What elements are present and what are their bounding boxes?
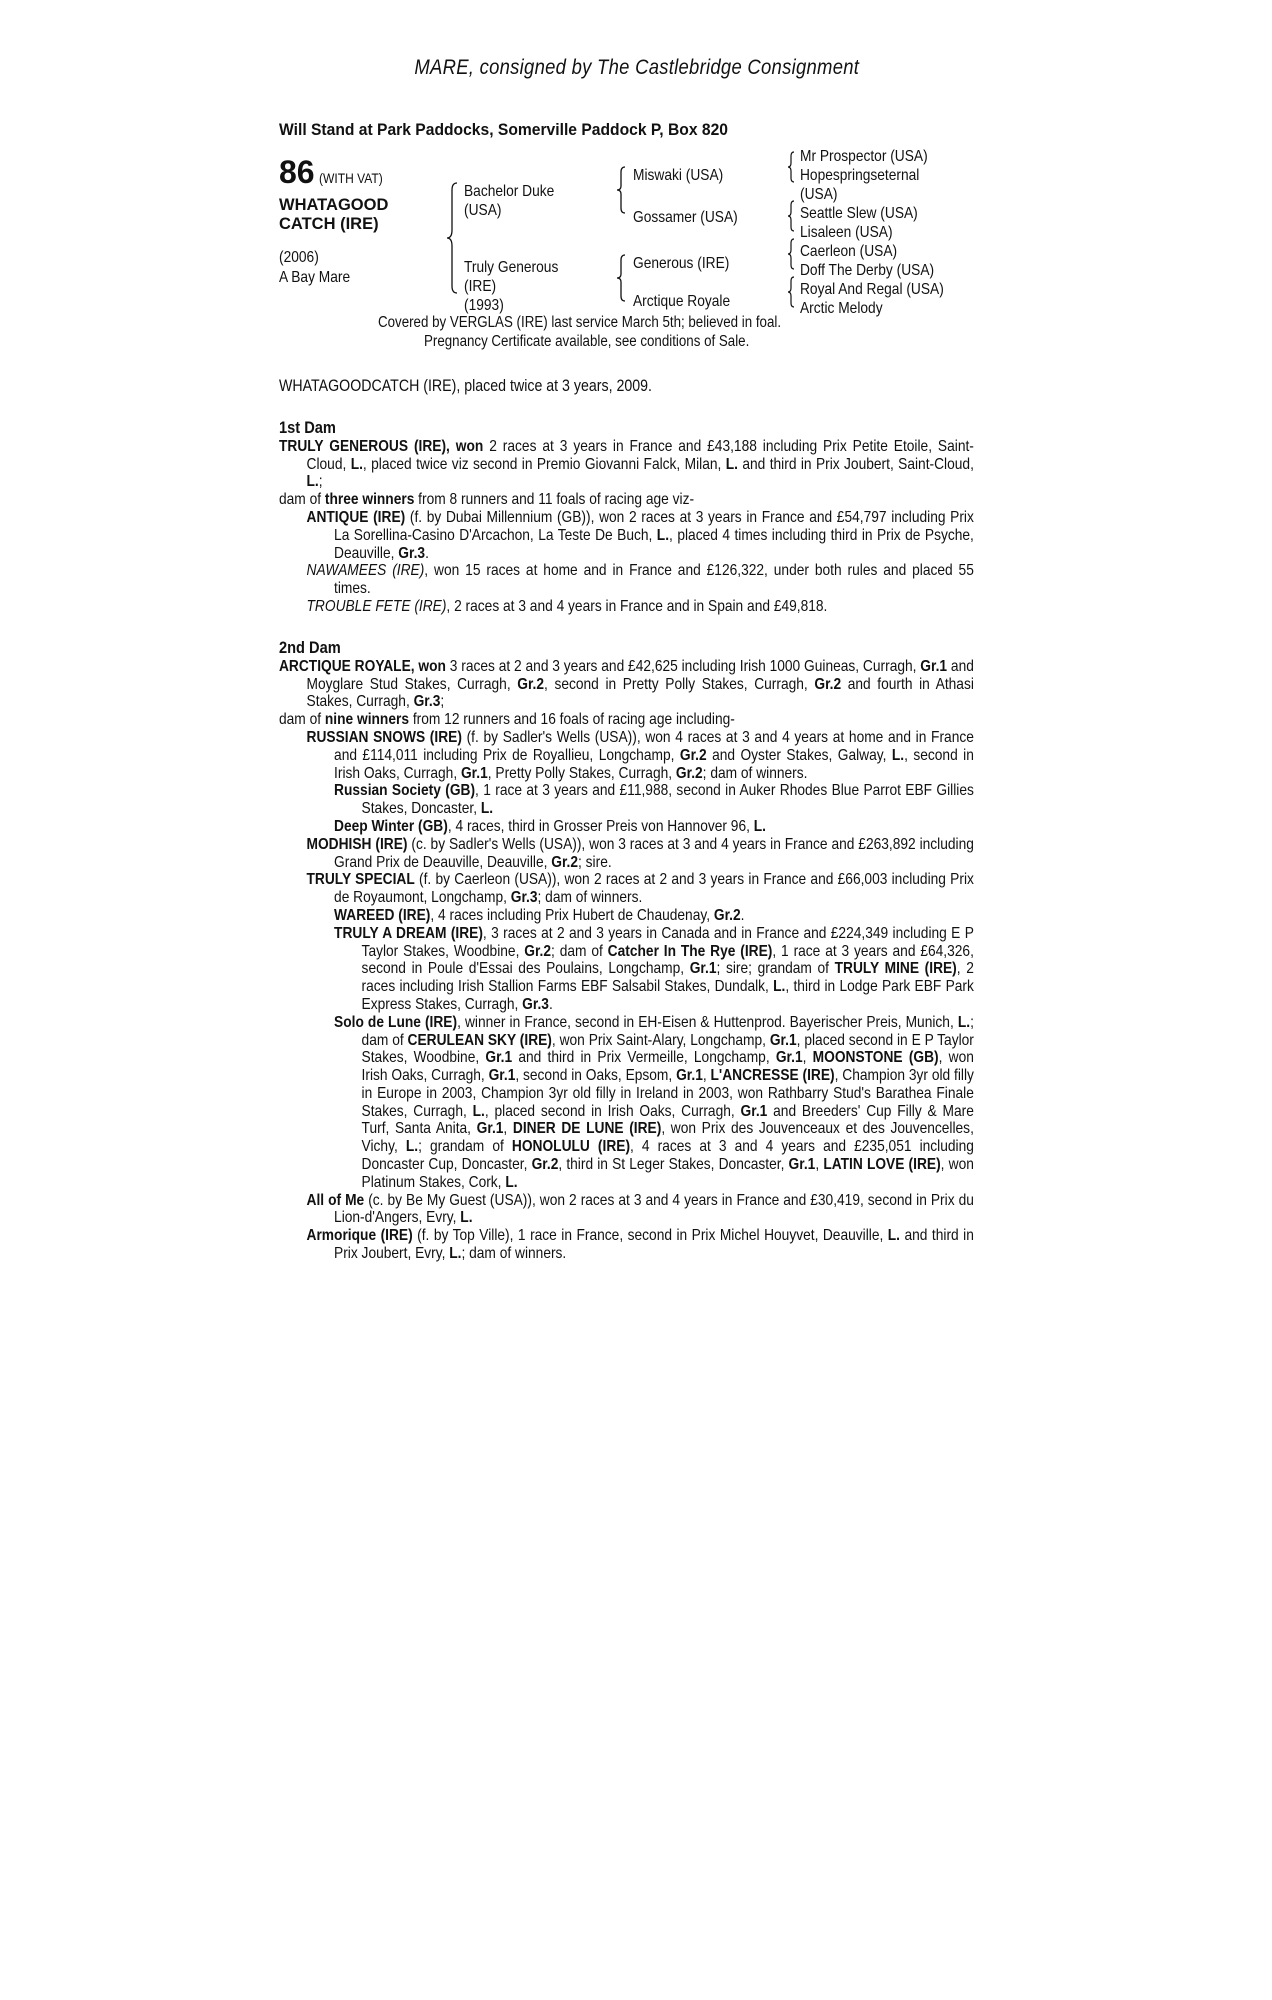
wa-a: , 4 races including Prix Hubert de Chaudenay, <box>430 906 714 924</box>
mo-a: (c. by Sadler's Wells (USA)), won 3 races at 3 and 4 years in France and £263,892 including Grand Prix de Deauville, Deauville, <box>334 835 974 871</box>
ts-name: TRULY SPECIAL <box>306 871 415 889</box>
lot-number: 86 <box>279 154 315 190</box>
sl-d: , placed second in E P Taylor Stakes, Woodbine, <box>361 1031 974 1067</box>
ts-b: ; dam of winners. <box>537 889 643 907</box>
dam-name <box>464 258 558 315</box>
ped-sdd: Lisaleen (USA) <box>800 224 893 241</box>
produce-trouble-fete <box>279 598 974 616</box>
dam-sire: Generous (IRE) <box>633 255 730 272</box>
rs-d: , Pretty Polly Stakes, Curragh, <box>487 764 676 782</box>
sd-g2: Gr.2 <box>517 675 545 693</box>
covered-line1: Covered by VERGLAS (IRE) last service March 5th; believed in foal. <box>378 314 782 331</box>
fd-text-a: 2 races at 3 years in France and £43,188 including Prix Petite Etoile, Saint-Cloud, <box>306 437 974 473</box>
produce-armorique <box>279 1227 974 1263</box>
sl-p: , 4 races at 3 and 4 years and £235,051 including Doncaster Cup, Doncaster, <box>361 1138 974 1174</box>
sd-a: 3 races at 2 and 3 years and £42,625 including Irish 1000 Guineas, Curragh, <box>445 657 921 675</box>
brace-sd <box>787 200 795 232</box>
ar-l2: L. <box>449 1245 462 1263</box>
am-name: All of Me <box>306 1191 365 1209</box>
mo-b: ; sire. <box>578 853 612 871</box>
sire-line1: Bachelor Duke <box>464 183 555 200</box>
produce-truly-a-dream <box>279 925 974 1014</box>
ar-b: and third in Prix Joubert, Evry, <box>334 1227 974 1263</box>
produce-deep-winter <box>279 818 974 836</box>
second-dam-name: ARCTIQUE ROYALE, won <box>279 657 446 675</box>
rs-g2: Gr.1 <box>460 764 488 782</box>
sl-n: , won Prix des Jouvenceaux et des Jouvencelles, Vichy, <box>361 1120 974 1156</box>
sl-bold5: DINER DE LUNE (IRE) <box>512 1120 662 1138</box>
horse-name-line1: WHATAGOOD <box>279 196 389 214</box>
produce-solo-de-lune <box>279 1014 974 1192</box>
produce-russian-society <box>279 782 974 818</box>
lot-vat: (WITH VAT) <box>318 170 383 186</box>
ar-a: (f. by Top Ville), 1 race in France, second in Prix Michel Houyvet, Deauville, <box>412 1227 888 1245</box>
brace-sire-line <box>616 166 626 214</box>
sd-summary-a: dam of <box>279 711 325 729</box>
ped-dss: Caerleon (USA) <box>800 243 898 260</box>
rs-name: RUSSIAN SNOWS (IRE) <box>306 728 462 746</box>
sd-e: ; <box>440 693 445 711</box>
sl-bold6: HONOLULU (IRE) <box>511 1138 631 1156</box>
produce-nawamees <box>279 562 974 598</box>
dam-line1: Truly Generous <box>464 259 559 276</box>
sd-summary-bold: nine winners <box>324 711 409 729</box>
td-c: , 1 race at 3 years and £64,326, second in Poule d'Essai des Poulains, Longchamp, <box>361 942 974 978</box>
horse-name-line2: CATCH (IRE) <box>279 215 379 233</box>
fd-summary-bold: three winners <box>324 491 415 509</box>
antique-listed: L. <box>656 526 670 544</box>
horse-name <box>279 196 388 234</box>
td-bold2: Catcher In The Rye (IRE) <box>607 942 773 960</box>
first-dam-produce-summary <box>279 491 974 509</box>
sl-b: ; dam of <box>361 1013 974 1049</box>
rs-e: ; dam of winners. <box>702 764 808 782</box>
rs-g1: Gr.2 <box>679 746 707 764</box>
body-text <box>279 378 974 1263</box>
sl-g4: Gr.1 <box>488 1067 516 1085</box>
sl-g8: Gr.2 <box>531 1156 559 1174</box>
sl-g2: Gr.1 <box>485 1049 513 1067</box>
sl-c: , won Prix Saint-Alary, Longchamp, <box>551 1031 770 1049</box>
nawamees-a: , won 15 races at home and in France and £126,322, under both rules and placed 55 times. <box>334 562 974 598</box>
td-bold3: TRULY MINE (IRE) <box>834 960 957 978</box>
produce-antique <box>279 509 974 562</box>
produce-russian-snows <box>279 729 974 782</box>
ped-sss: Mr Prospector (USA) <box>800 148 928 165</box>
first-dam-heading: 1st Dam <box>279 417 336 437</box>
sl-g5: Gr.1 <box>676 1067 703 1085</box>
sd-c: , second in Pretty Polly Stakes, Curragh, <box>544 675 815 693</box>
rs-g3: Gr.2 <box>675 764 703 782</box>
sl-a: , winner in France, second in EH-Eisen & Huttenprod. Bayerischer Preis, Munich, <box>457 1013 958 1031</box>
mo-g: Gr.2 <box>551 853 579 871</box>
sl-m: , <box>503 1120 513 1138</box>
dam-dam: Arctique Royale <box>633 293 731 310</box>
sire-line2: (USA) <box>464 202 502 219</box>
sd-g1: Gr.1 <box>920 657 948 675</box>
horse-info <box>279 248 350 288</box>
brace-generation-1 <box>446 182 458 294</box>
ar-c: ; dam of winners. <box>461 1245 567 1263</box>
sd-g4: Gr.3 <box>413 693 441 711</box>
ped-ssd2: (USA) <box>800 186 838 203</box>
fd-listed-3: L. <box>306 473 319 491</box>
td-l: L. <box>773 978 786 996</box>
sl-g3: Gr.1 <box>775 1049 803 1067</box>
antique-name: ANTIQUE (IRE) <box>306 508 406 526</box>
fd-listed-1: L. <box>350 455 363 473</box>
rs-a: (f. by Sadler's Wells (USA)), won 4 races at 3 and 4 years at home and in France and £114,011 including Prix de Royallieu, Longchamp, <box>334 728 974 764</box>
sd-g3: Gr.2 <box>814 675 842 693</box>
td-wrap <box>334 925 483 942</box>
sl-wrap <box>334 1014 457 1031</box>
sl-k: , placed second in Irish Oaks, Curragh, <box>484 1102 741 1120</box>
antique-c: . <box>425 544 429 562</box>
first-dam-record <box>279 438 974 491</box>
first-dam-name: TRULY GENEROUS (IRE), won <box>279 437 484 455</box>
ar-l1: L. <box>887 1227 901 1245</box>
wa-b: . <box>740 906 745 924</box>
sl-bold7: LATIN LOVE (IRE) <box>823 1156 941 1174</box>
sl-l1: L. <box>957 1013 971 1031</box>
sl-j: , Champion 3yr old filly in Europe in 2003, Champion 3yr old filly in Ireland in 2003, won Rathbarry Stud's Barathea Finale Stakes, Curragh, <box>361 1067 974 1120</box>
brace-dam-line <box>616 254 626 302</box>
sl-i: , <box>702 1067 711 1085</box>
sire-name <box>464 182 554 220</box>
td-e: , 2 races including Irish Stallion Farms EBF Salsabil Stakes, Dundalk, <box>361 960 974 996</box>
antique-group: Gr.3 <box>398 544 426 562</box>
stand-location: Will Stand at Park Paddocks, Somerville Paddock P, Box 820 <box>279 120 728 139</box>
rs-c: , second in Irish Oaks, Curragh, <box>334 746 974 782</box>
sire-dam: Gossamer (USA) <box>633 209 738 226</box>
td-g: . <box>548 995 553 1013</box>
td-b: ; dam of <box>551 942 608 960</box>
sl-o: ; grandam of <box>418 1138 512 1156</box>
produce-truly-special <box>279 871 974 907</box>
sl-g7: Gr.1 <box>476 1120 504 1138</box>
sl-h: , second in Oaks, Epsom, <box>515 1067 677 1085</box>
sd-d: and fourth in Athasi Stakes, Curragh, <box>306 675 974 711</box>
am-l: L. <box>460 1209 473 1227</box>
rso-a: , 1 race at 3 years and £11,988, second in Auker Rhodes Blue Parrot EBF Gillies Stakes, Doncaster, <box>361 782 974 818</box>
produce-modhish <box>279 836 974 872</box>
mo-name: MODHISH (IRE) <box>306 835 408 853</box>
second-dam-produce-summary <box>279 711 974 729</box>
antique-a: (f. by Dubai Millennium (GB)), won 2 races at 3 years in France and £54,797 including Prix La Sorellina-Casino D'Arcachon, La Teste De Buch, <box>334 508 974 544</box>
sl-bold4: L'ANCRESSE (IRE) <box>710 1067 835 1085</box>
brace-dd <box>787 276 795 308</box>
ts-a: (f. by Caerleon (USA)), won 2 races at 2 and 3 years in France and £66,003 including Prix de Royaumont, Longchamp, <box>334 871 974 907</box>
sl-g9: Gr.1 <box>788 1156 816 1174</box>
lot-number-block <box>279 154 393 191</box>
dam-line2: (IRE) <box>464 278 497 295</box>
page-header <box>317 56 957 80</box>
second-dam-record <box>279 658 974 711</box>
td-a: , 3 races at 2 and 3 years in Canada and in France and £224,349 including E P Taylor Stakes, Woodbine, <box>361 924 974 960</box>
antique-b: , placed 4 times including third in Prix de Psyche, Deauville, <box>334 526 974 562</box>
fd-summary-a: dam of <box>279 491 325 509</box>
rs-l: L. <box>891 746 905 764</box>
covered-line2: Pregnancy Certificate available, see conditions of Sale. <box>424 333 750 350</box>
rso-name: Russian Society (GB) <box>334 782 476 800</box>
sl-s: , won Platinum Stakes, Cork, <box>361 1156 974 1191</box>
sl-l2: L. <box>472 1102 485 1120</box>
brace-ss <box>787 151 795 183</box>
dw-l: L. <box>753 817 766 835</box>
td-d: ; sire; grandam of <box>716 960 835 978</box>
sl-g: , won Irish Oaks, Curragh, <box>361 1049 974 1085</box>
dw-a: , 4 races, third in Grosser Preis von Hannover 96, <box>447 817 754 835</box>
rso-l: L. <box>480 800 494 818</box>
horse-description: A Bay Mare <box>279 269 351 286</box>
wa-name: WAREED (IRE) <box>334 906 431 924</box>
ar-name: Armorique (IRE) <box>306 1227 413 1245</box>
sl-l3: L. <box>405 1138 419 1156</box>
ped-ddd: Arctic Melody <box>800 300 883 317</box>
fd-text-d: ; <box>318 473 323 491</box>
sl-f: , <box>802 1049 813 1067</box>
dam-line3: (1993) <box>464 297 504 314</box>
fd-text-c: and third in Prix Joubert, Saint-Cloud, <box>737 455 974 473</box>
rs-b: and Oyster Stakes, Galway, <box>706 746 892 764</box>
ped-ssd: Hopespringseternal <box>800 167 920 184</box>
sl-l4: L. <box>505 1173 518 1191</box>
sl-g1: Gr.1 <box>769 1031 797 1049</box>
consignment-title: MARE, consigned by The Castlebridge Consignment <box>414 56 860 79</box>
wa-g: Gr.2 <box>713 906 741 924</box>
dw-name: Deep Winter (GB) <box>334 817 448 835</box>
trouble-fete-a: , 2 races at 3 and 4 years in France and in Spain and £49,818. <box>446 597 828 615</box>
fd-text-b: , placed twice viz second in Premio Giovanni Falck, Milan, <box>362 455 726 473</box>
sd-b: and Moyglare Stud Stakes, Curragh, <box>306 657 974 693</box>
ped-sds: Seattle Slew (USA) <box>800 205 918 222</box>
sl-name: Solo de Lune (IRE) <box>334 1013 458 1031</box>
ts-g: Gr.3 <box>510 889 538 907</box>
td-f: , third in Lodge Park EBF Park Express Stakes, Curragh, <box>361 978 974 1013</box>
sl-e: and third in Prix Vermeille, Longchamp, <box>512 1049 776 1067</box>
produce-all-of-me <box>279 1192 974 1228</box>
sl-q: , third in St Leger Stakes, Doncaster, <box>558 1156 789 1174</box>
sl-l: and Breeders' Cup Filly & Mare Turf, Santa Anita, <box>361 1102 974 1138</box>
fd-summary-b: from 8 runners and 11 foals of racing age viz- <box>414 491 695 509</box>
second-dam-heading: 2nd Dam <box>279 637 341 657</box>
pedigree-table <box>279 148 974 352</box>
sl-bold3: MOONSTONE (GB) <box>812 1049 939 1067</box>
am-a: (c. by Be My Guest (USA)), won 2 races at 3 and 4 years in France and £30,419, second in Prix du Lion-d'Angers, Evry, <box>334 1191 974 1227</box>
sd-summary-b: from 12 runners and 16 foals of racing age including- <box>408 711 735 729</box>
horse-year: (2006) <box>279 249 319 266</box>
td-g1: Gr.2 <box>524 942 552 960</box>
fd-listed-2: L. <box>725 455 738 473</box>
trouble-fete-name: TROUBLE FETE (IRE) <box>306 597 447 615</box>
produce-wareed <box>279 907 974 925</box>
td-name: TRULY A DREAM (IRE) <box>334 924 483 942</box>
td-g2: Gr.1 <box>689 960 717 978</box>
intro-line: WHATAGOODCATCH (IRE), placed twice at 3 years, 2009. <box>279 377 652 395</box>
sire-sire: Miswaki (USA) <box>633 167 724 184</box>
sl-bold2: CERULEAN SKY (IRE) <box>407 1031 552 1049</box>
ped-dsd: Doff The Derby (USA) <box>800 262 935 279</box>
td-g3: Gr.3 <box>522 995 549 1013</box>
sl-g6: Gr.1 <box>740 1102 768 1120</box>
ped-dds: Royal And Regal (USA) <box>800 281 944 298</box>
nawamees-name: NAWAMEES (IRE) <box>306 562 425 580</box>
brace-ds <box>787 238 795 270</box>
sl-r: , <box>815 1156 824 1174</box>
